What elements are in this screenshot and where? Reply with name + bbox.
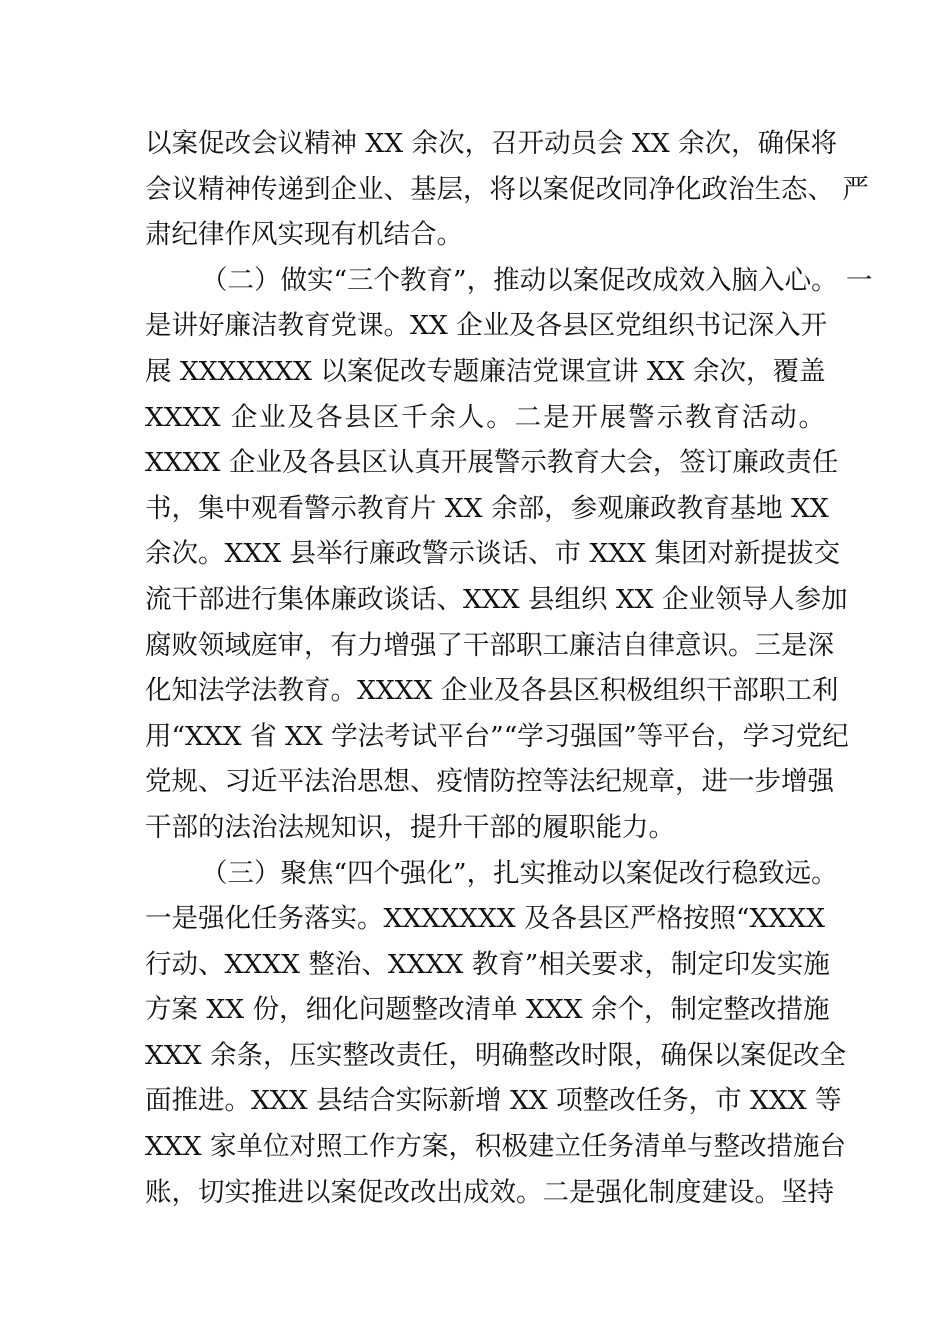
text-line: 是讲好廉洁教育党课。XX 企业及各县区党组织书记深入开 [145, 310, 828, 342]
text-line: 面推进。XXX 县结合实际新增 XX 项整改任务，市 XXX 等 [145, 1085, 842, 1117]
text-line: 会议精神传递到企业、基层，将以案促改同净化政治生态、 严 [145, 173, 869, 205]
section-heading-three: （三）聚焦“四个强化”，扎实推动以案促改行稳致远。 [201, 857, 838, 889]
body-text [145, 121, 873, 1215]
text-line: 一是强化任务落实。XXXXXXX 及各县区严格按照“XXXX [145, 903, 825, 935]
text-line: XXXX 企业及各县区千余人。二是开展警示教育活动。 [145, 401, 825, 433]
text-line: XXX 家单位对照工作方案，积极建立任务清单与整改措施台 [145, 1131, 847, 1163]
text-line: 干部的法治法规知识，提升干部的履职能力。 [145, 811, 675, 843]
text-line: 党规、习近平法治思想、疫情防控等法纪规章，进一步增强 [145, 766, 834, 798]
text-line: XXX 余条，压实整改责任，明确整改时限，确保以案促改全 [145, 1039, 847, 1071]
text-line: 账，切实推进以案促改改出成效。二是强化制度建设。坚持 [145, 1176, 834, 1208]
text-line: 肃纪律作风实现有机结合。 [145, 219, 463, 251]
section-heading-two: （二）做实“三个教育”，推动以案促改成效入脑入心。 一 [201, 264, 873, 296]
text-line: 以案促改会议精神 XX 余次，召开动员会 XX 余次，确保将 [145, 128, 838, 159]
text-line: 书，集中观看警示教育片 XX 余部，参观廉政教育基地 XX [145, 492, 829, 524]
text-line: XXXX 企业及各县区认真开展警示教育大会，签订廉政责任 [145, 447, 839, 479]
text-line: 方案 XX 份，细化问题整改清单 XXX 余个，制定整改措施 [145, 994, 830, 1026]
text-line: 化知法学法教育。XXXX 企业及各县区积极组织干部职工利 [145, 675, 839, 707]
text-line: 行动、XXXX 整治、XXXX 教育”相关要求，制定印发实施 [145, 948, 830, 980]
text-line: 腐败领域庭审，有力增强了干部职工廉洁自律意识。三是深 [145, 629, 834, 661]
text-line: 展 XXXXXXX 以案促改专题廉洁党课宣讲 XX 余次，覆盖 [145, 355, 826, 387]
text-line: 用“XXX 省 XX 学法考试平台”“学习强国”等平台，学习党纪 [145, 720, 849, 752]
text-line: 流干部进行集体廉政谈话、XXX 县组织 XX 企业领导人参加 [145, 583, 848, 615]
text-line: 余次。XXX 县举行廉政警示谈话、市 XXX 集团对新提拔交 [145, 538, 840, 570]
